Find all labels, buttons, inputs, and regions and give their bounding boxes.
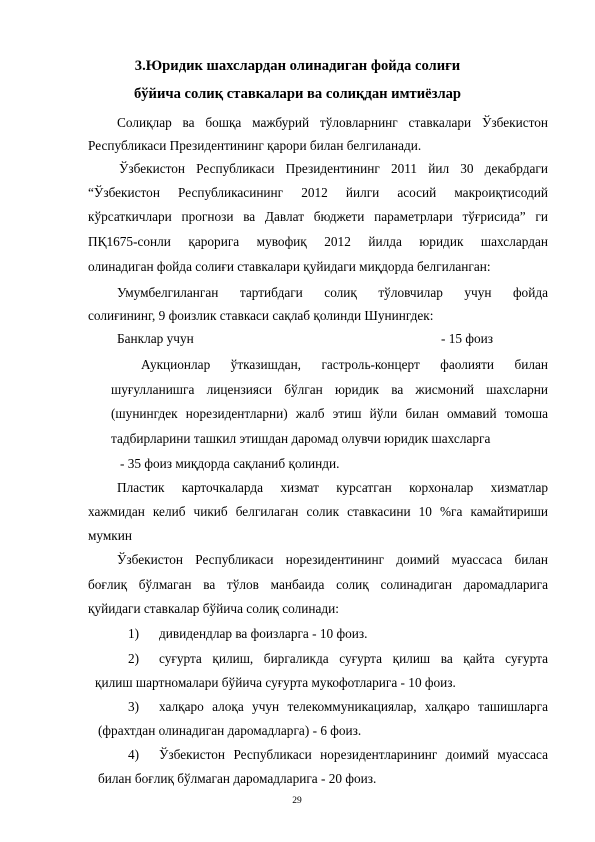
banks-label: Банклар учун [117,331,194,346]
paragraph-line: ПҚ1675-сонли қарорига мувофиқ 2012 йилда юридик шахслардан [88,234,548,249]
paragraph-line: Солиқлар ва бошқа мажбурий тўловларнинг ставкалари Ўзбекистон [117,115,548,130]
rate-line: - 35 фоиз миқдорда сақланиб қолинди. [120,456,340,471]
paragraph-line: кўрсаткичлари прогнози ва Давлат бюджети параметрлари тўғрисида” ги [88,209,548,224]
list-number: 4) [128,747,140,762]
banks-rate: - 15 фоиз [441,331,494,346]
list-item: (фрахтдан олинадиган даромадларга) - 6 фоиз. [98,723,362,738]
list-item: дивидендлар ва фоизларга - 10 фоиз. [159,626,368,641]
section-title-line2: бўйича солиқ ставкалари ва солиқдан имтиёзлар [133,86,462,102]
paragraph-line: Умумбелгиланган тартибдаги солиқ тўловчилар учун фойда [117,285,548,300]
paragraph-line: тадбирларини ташкил этишдан даромад олувчи юридик шахсларга [111,431,491,446]
list-item: Ўзбекистон Республикаси норезидентларининг доимий муассаса [159,747,548,762]
paragraph-line: солиғининг, 9 фоизлик ставкаси сақлаб қолинди Шунингдек: [88,308,434,323]
paragraph-line: (шунингдек норезидентларни) жалб этиш йўли билан оммавий томоша [111,406,548,421]
page-number: 29 [292,796,302,806]
paragraph-line: Пластик карточкаларда хизмат курсатган корхоналар хизматлар [117,480,548,495]
paragraph-line: боғлиқ бўлмаган ва тўлов манбаида солиқ солинадиган даромадларига [88,577,548,592]
list-item: халқаро алоқа учун телекоммуникациялар, халқаро ташишларга [159,699,548,714]
paragraph-line: шуғулланишга лицензияси бўлган юридик ва жисмоний шахсларни [111,382,548,397]
list-number: 2) [128,651,140,666]
list-item: қилиш шартномалари бўйича суғурта мукофотларига - 10 фоиз. [95,675,456,690]
paragraph-line: Ўзбекистон Республикаси Президентининг 2011 йил 30 декабрдаги [119,161,548,176]
paragraph-line: олинадиган фойда солиғи ставкалари қуйидаги миқдорда белгиланган: [88,259,491,274]
list-number: 3) [128,699,140,714]
paragraph-line: Ўзбекистон Республикаси норезидентининг доимий муассаса билан [117,552,548,567]
list-item: суғурта қилиш, биргаликда суғурта қилиш ва қайта суғурта [159,651,548,666]
paragraph-line: Аукционлар ўтказишдан, гастроль-концерт фаолияти билан [141,357,548,372]
paragraph-line: мумкин [88,528,132,543]
paragraph-line: Республикаси Президентининг қарори билан белгиланади. [88,138,422,153]
paragraph-line: қуйидаги ставкалар бўйича солиқ солинади: [88,601,339,616]
list-number: 1) [128,626,140,641]
section-title-line1: 3.Юридик шахслардан олинадиган фойда солиғи [134,58,461,74]
list-item: билан боғлиқ бўлмаган даромадларига - 20 фоиз. [98,771,377,786]
paragraph-line: “Ўзбекистон Республикасининг 2012 йилги асосий макроиқтисодий [88,185,548,200]
paragraph-line: хажмидан келиб чикиб белгилаган солик ставкасини 10 %га камайтириши [88,504,548,519]
